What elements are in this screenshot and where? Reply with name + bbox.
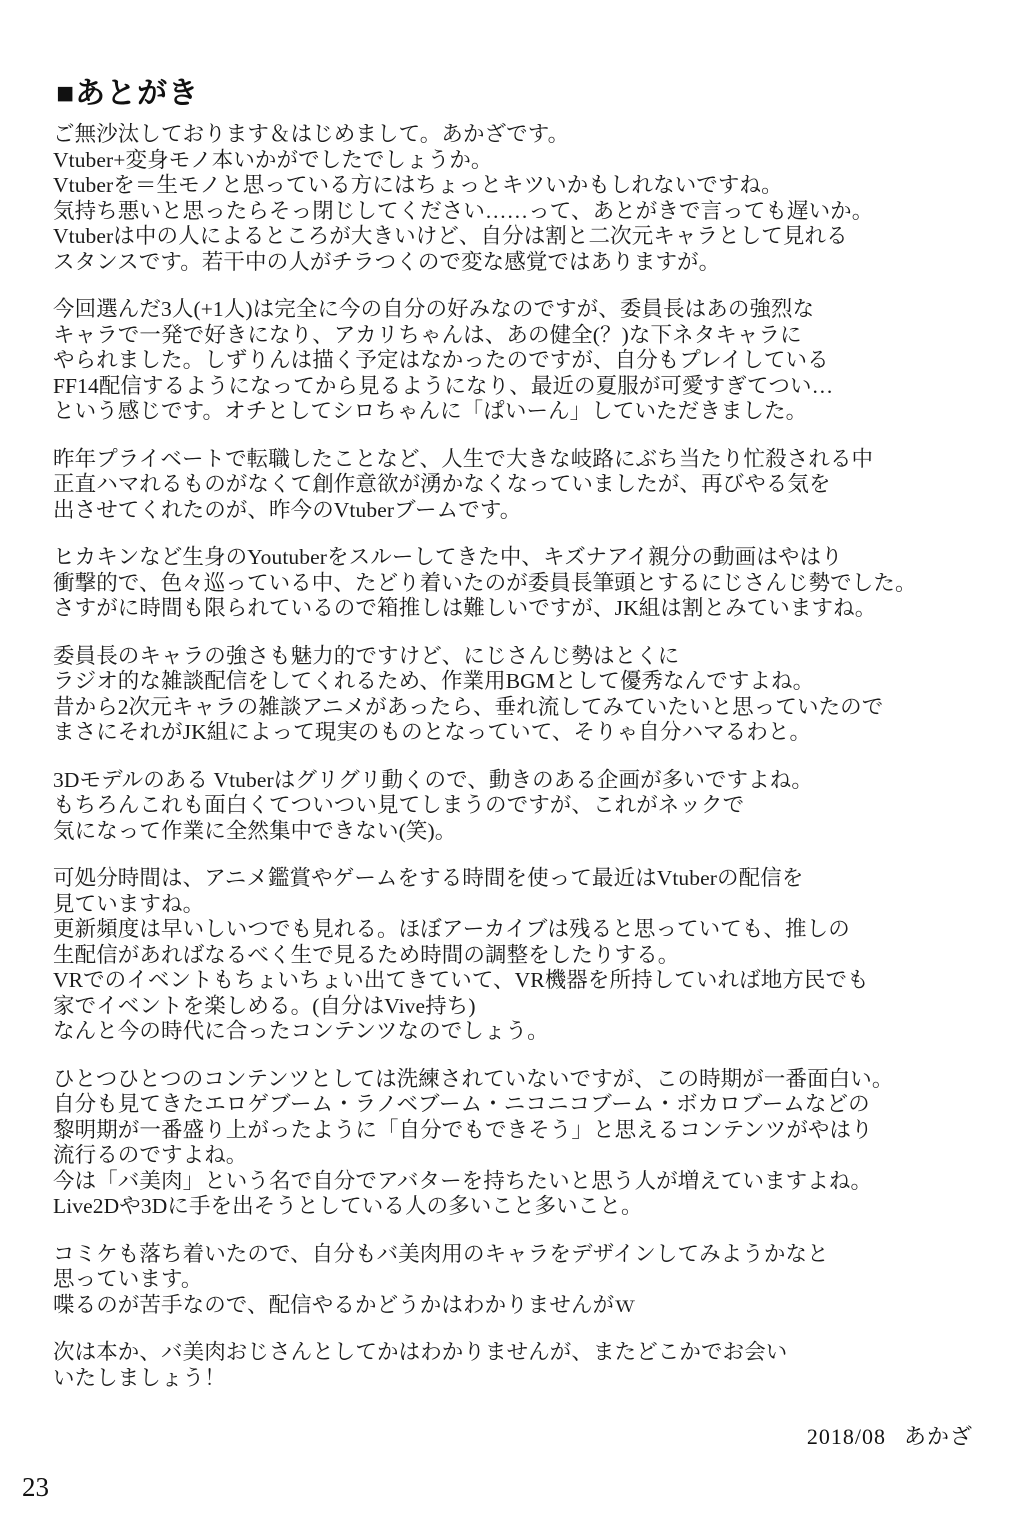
text-line: 昨年プライベートで転職したことなど、人生で大きな岐路にぶち当たり忙殺される中 <box>53 446 874 471</box>
paragraph <box>53 1340 983 1391</box>
text-line: 気になって作業に全然集中できない(笑)。 <box>53 818 457 843</box>
text-line: という感じです。オチとしてシロちゃんに「ぱいーん」していただきました。 <box>53 399 808 423</box>
text-line: Vtuberを＝生モノと思っている方にはちょっとキツいかもしれないですね。 <box>53 173 783 197</box>
paragraph <box>53 768 983 845</box>
text-line: キャラで一発で好きになり、アカリちゃんは、あの健全(？)な下ネタキャラに <box>53 322 802 347</box>
text-line: VRでのイベントもちょいちょい出てきていて、VR機器を所持していれば地方民でも <box>53 968 869 992</box>
text-line: さすがに時間も限られているので箱推しは難しいですが、JK組は割とみていますね。 <box>53 596 877 620</box>
page-title: ■あとがき <box>56 77 200 110</box>
paragraph <box>53 644 983 746</box>
paragraph <box>53 447 983 524</box>
paragraph <box>53 1067 983 1220</box>
text-line: 生配信があればなるべく生で見るため時間の調整をしたりする。 <box>53 942 680 967</box>
text-line: 出させてくれたのが、昨今のVtuberブームです。 <box>53 497 522 522</box>
text-line: 流行るのですよね。 <box>53 1143 248 1167</box>
text-line: やられました。しずりんは描く予定はなかったのですが、自分もプレイしている <box>53 348 829 372</box>
text-line: 黎明期が一番盛り上がったように「自分でもできそう」と思えるコンテンツがやはり <box>53 1117 873 1142</box>
paragraph <box>53 545 983 622</box>
text-line: いたしましょう！ <box>53 1365 226 1390</box>
paragraph <box>53 1242 983 1319</box>
text-line: 気持ち悪いと思ったらそっ閉じしてください……って、あとがきで言っても遅いか。 <box>53 198 874 223</box>
page-number: 23 <box>22 1472 49 1502</box>
text-line: 3Dモデルのある Vtuberはグリグリ動くので、動きのある企画が多いですよね。 <box>53 767 813 792</box>
afterword-body <box>53 122 983 1413</box>
text-line: 自分も見てきたエロゲブーム・ラノベブーム・ニコニコブーム・ボカロブームなどの <box>53 1092 870 1116</box>
signature-date: 2018/08 <box>806 1424 886 1449</box>
text-line: なんと今の時代に合ったコンテンツなのでしょう。 <box>53 1019 549 1043</box>
text-line: Live2Dや3Dに手を出そうとしている人の多いこと多いこと。 <box>53 1194 643 1218</box>
text-line: コミケも落ち着いたので、自分もバ美肉用のキャラをデザインしてみようかなと <box>53 1241 829 1266</box>
paragraph <box>53 122 983 275</box>
text-line: 更新頻度は早いしいつでも見れる。ほぼアーカイブは残ると思っていても、推しの <box>53 917 850 941</box>
signature <box>807 1420 973 1451</box>
text-line: 可処分時間は、アニメ鑑賞やゲームをする時間を使って最近はVtuberの配信を <box>53 866 804 890</box>
text-line: 正直ハマれるものがなくて創作意欲が湧かなくなっていましたが、再びやる気を <box>53 472 831 496</box>
text-line: スタンスです。若干中の人がチラつくので変な感覚ではありますが。 <box>53 249 721 274</box>
text-line: 昔から2次元キャラの雑談アニメがあったら、垂れ流してみていたいと思っていたので <box>53 694 884 719</box>
paragraph <box>53 297 983 425</box>
text-line: 衝撃的で、色々巡っている中、たどり着いたのが委員長筆頭とするにじさんじ勢でした。 <box>53 570 917 595</box>
text-line: FF14配信するようになってから見るようになり、最近の夏服が可愛すぎてつい… <box>53 373 834 398</box>
text-line: まさにそれがJK組によって現実のものとなっていて、そりゃ自分ハマるわと。 <box>53 720 812 744</box>
text-line: 今は「バ美肉」という名で自分でアバターを持ちたいと思う人が増えていますよね。 <box>53 1168 873 1193</box>
text-line: Vtuber+変身モノ本いかがでしたでしょうか。 <box>53 147 493 172</box>
text-line: 委員長のキャラの強さも魅力的ですけど、にじさんじ勢はとくに <box>53 643 680 668</box>
text-line: 見ていますね。 <box>53 891 205 916</box>
text-line: 思っています。 <box>53 1267 203 1291</box>
text-line: 次は本か、バ美肉おじさんとしてかはわかりませんが、またどこかでお会い <box>53 1340 788 1364</box>
text-line: 家でイベントを楽しめる。(自分はVive持ち) <box>53 993 476 1018</box>
text-line: 今回選んだ3人(+1人)は完全に今の自分の好みなのですが、委員長はあの強烈な <box>53 297 815 321</box>
text-line: Vtuberは中の人によるところが大きいけど、自分は割と二次元キャラとして見れる <box>53 224 848 248</box>
text-line: 喋るのが苦手なので、配信やるかどうかはわかりませんがｗ <box>53 1292 636 1317</box>
text-line: ヒカキンなど生身のYoutuberをスルーしてきた中、キズナアイ親分の動画はやはり <box>53 545 843 569</box>
text-line: ひとつひとつのコンテンツとしては洗練されていないですが、この時期が一番面白い。 <box>53 1066 894 1091</box>
paragraph <box>53 866 983 1045</box>
text-line: ラジオ的な雑談配信をしてくれるため、作業用BGMとして優秀なんですよね。 <box>53 669 815 693</box>
text-line: もちろんこれも面白くてついつい見てしまうのですが、これがネックで <box>53 793 745 817</box>
text-line: ご無沙汰しております＆はじめまして。あかざです。 <box>53 122 570 146</box>
signature-author: あかざ <box>903 1424 973 1449</box>
